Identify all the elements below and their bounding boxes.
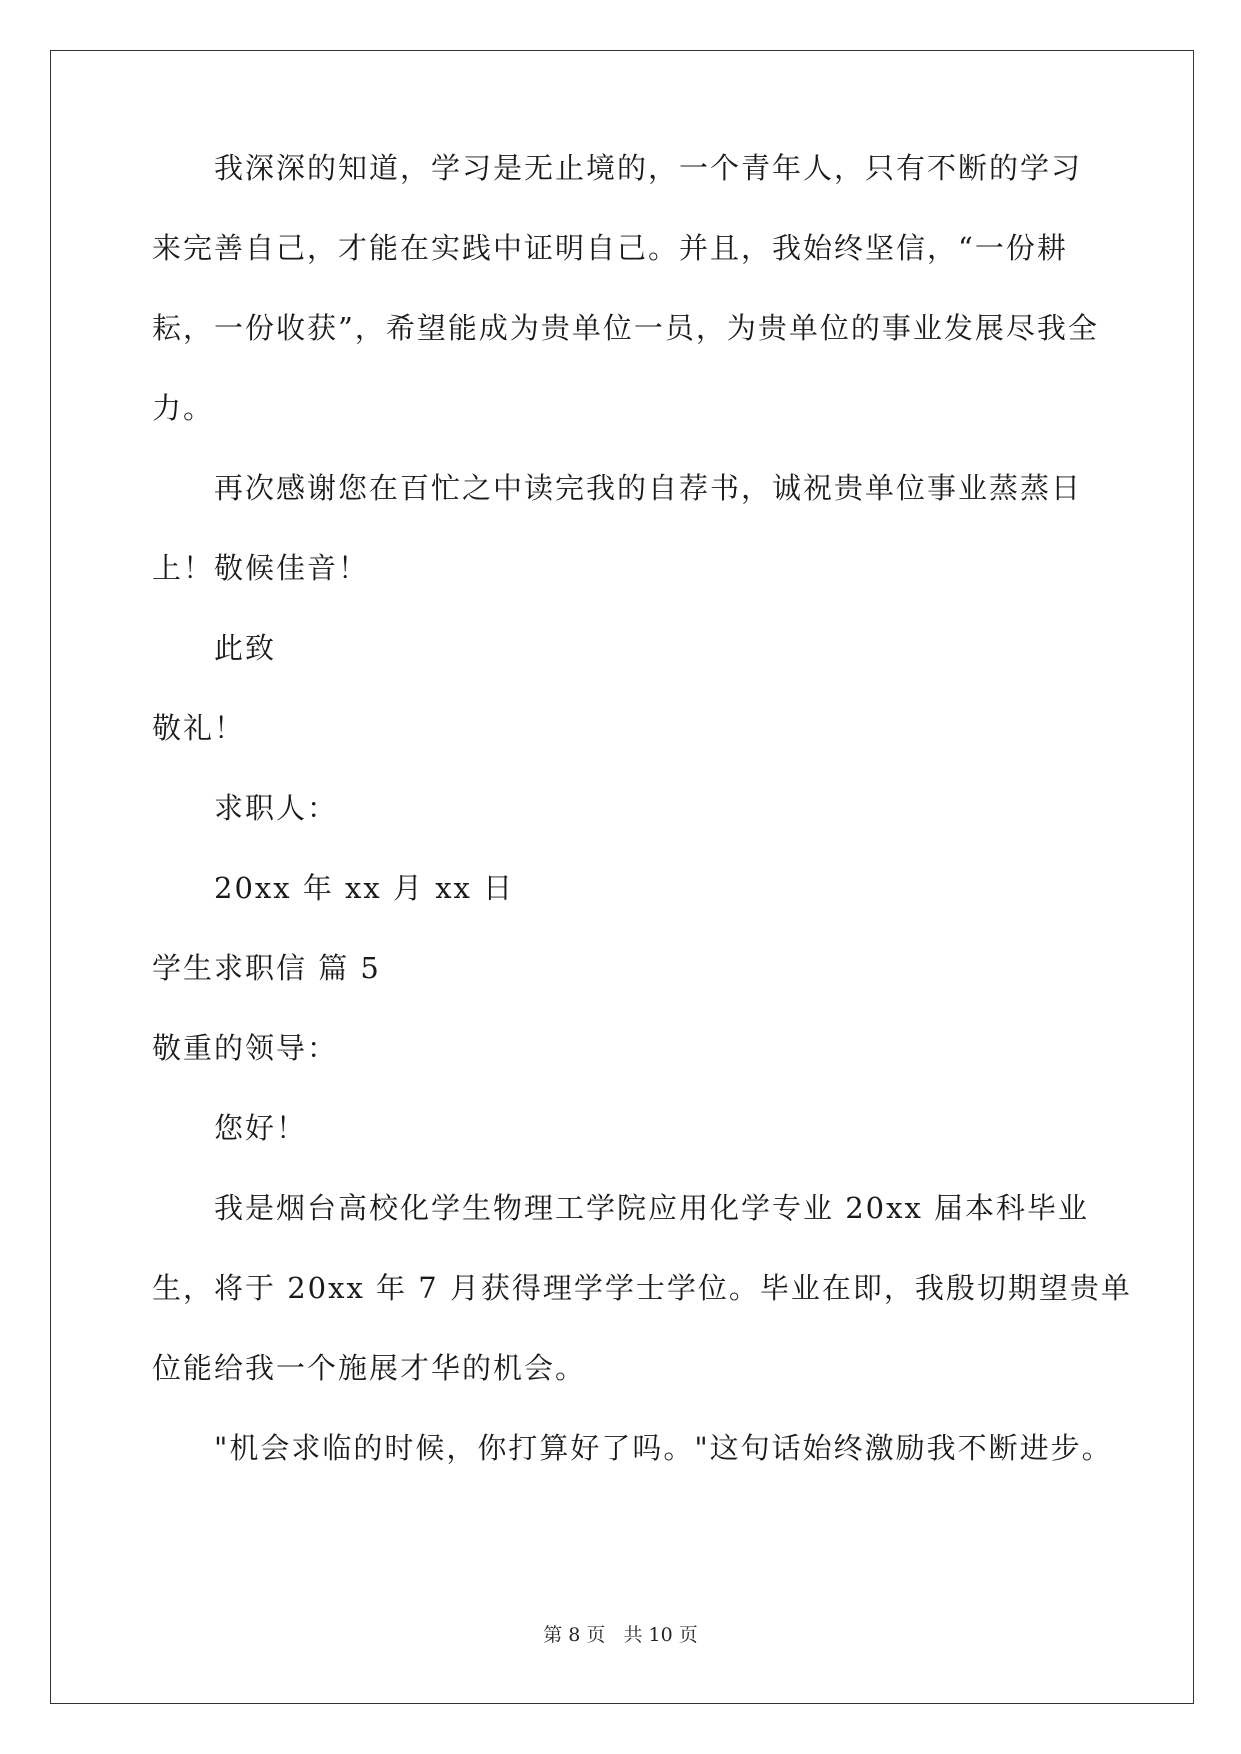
- page-total: 共 10 页: [623, 1624, 698, 1646]
- section-heading: 学生求职信 篇 5: [152, 951, 381, 985]
- page-number: 第 8 页: [543, 1624, 606, 1646]
- salutation-line: 此致: [214, 631, 277, 665]
- paragraph-line: 来完善自己，才能在实践中证明自己。并且，我始终坚信，“一份耕: [152, 231, 1068, 265]
- page-footer: [0, 1620, 1241, 1647]
- salutation-line: 敬礼！: [152, 711, 246, 745]
- paragraph-line: 我深深的知道，学习是无止境的，一个青年人，只有不断的学习: [214, 151, 1083, 185]
- signature-line: 求职人：: [214, 791, 339, 825]
- greeting-line: 您好！: [214, 1111, 308, 1145]
- paragraph-line: 位能给我一个施展才华的机会。: [152, 1351, 587, 1385]
- paragraph-line: 再次感谢您在百忙之中读完我的自荐书，诚祝贵单位事业蒸蒸日: [214, 471, 1083, 505]
- date-line: 20xx 年 xx 月 xx 日: [214, 871, 515, 905]
- paragraph-line: 上！敬候佳音！: [152, 551, 370, 585]
- paragraph-line: 力。: [152, 391, 215, 425]
- paragraph-line: 生，将于 20xx 年 7 月获得理学学士学位。毕业在即，我殷切期望贵单: [152, 1271, 1132, 1305]
- paragraph-line: "机会求临的时候，你打算好了吗。"这句话始终激励我不断进步。: [214, 1431, 1113, 1465]
- paragraph-line: 我是烟台高校化学生物理工学院应用化学专业 20xx 届本科毕业: [214, 1191, 1090, 1225]
- paragraph-line: 耘，一份收获”，希望能成为贵单位一员，为贵单位的事业发展尽我全: [152, 311, 1099, 345]
- greeting-line: 敬重的领导：: [152, 1031, 339, 1065]
